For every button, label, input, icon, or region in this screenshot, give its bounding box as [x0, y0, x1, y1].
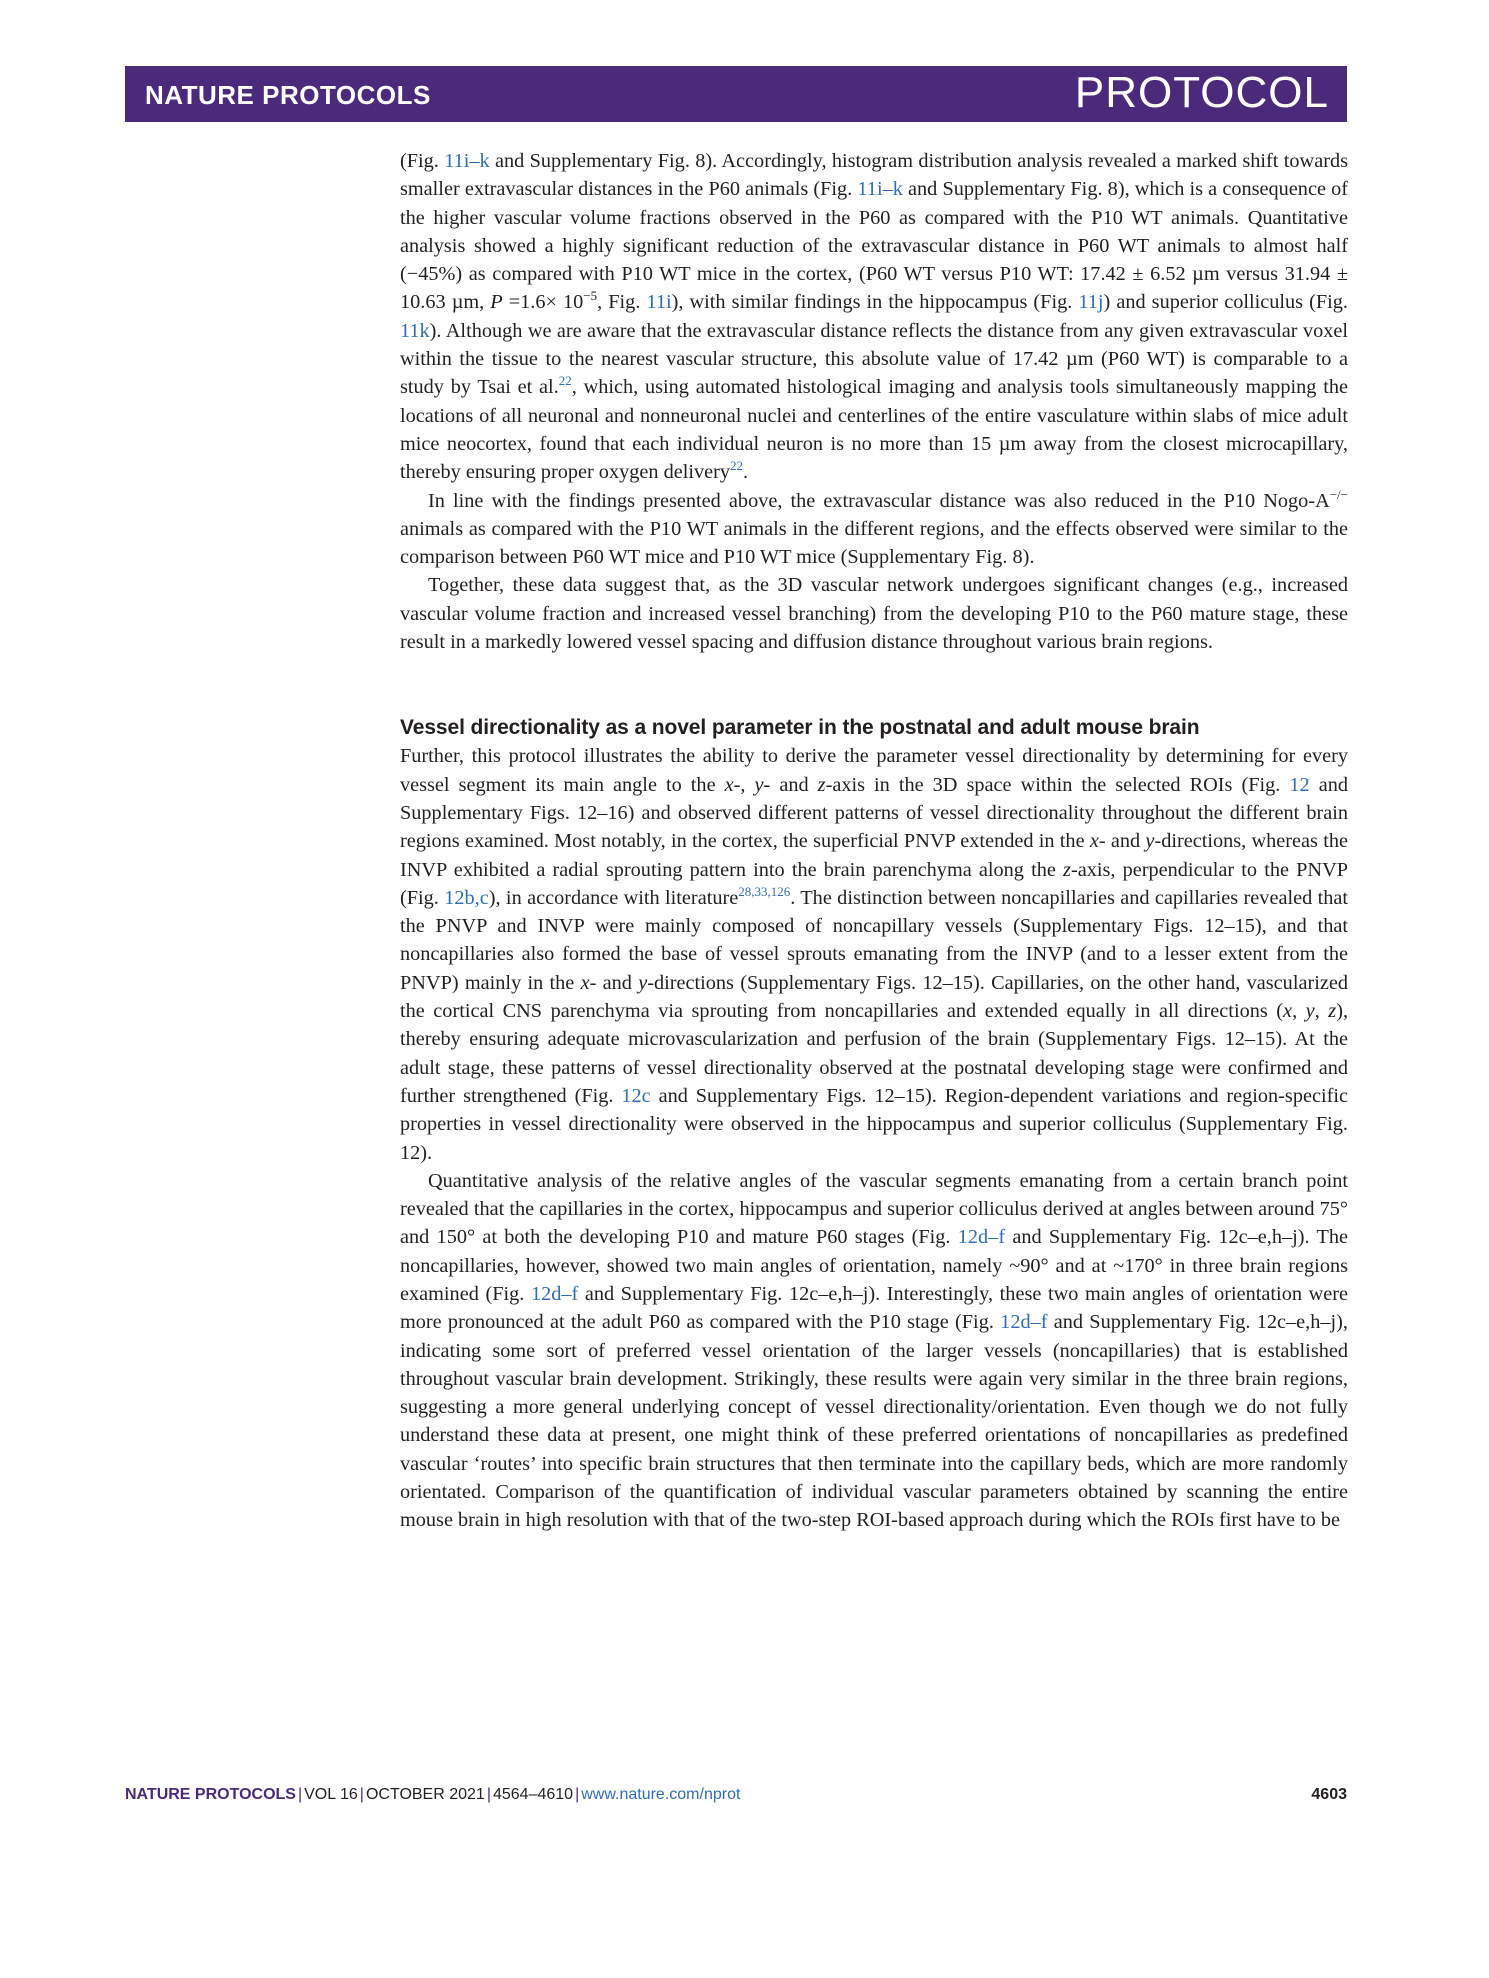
italic-text: x	[580, 971, 590, 994]
section-heading: Vessel directionality as a novel parameter in the postnatal and adult mouse brain	[400, 716, 1200, 740]
text-run: Together, these data suggest that, as the 3D vascular network undergoes significant changes (e.g., increased vascular volume fraction and increased vessel branching) from the developing P10 to the P60 mature stage, these result in a markedly lowered vessel spacing and diffusion distance throughout various brain regions.	[400, 574, 1348, 654]
italic-text: x	[1089, 830, 1099, 853]
text-run: and Supplementary Fig. 12c–e,h–j). The noncapillaries, however, showed two main angles of orientation, namely ~90° and at ~170° in three brain regions examined (Fig.	[400, 1226, 1348, 1305]
figure-ref-link[interactable]: 11i	[646, 291, 672, 314]
text-run: - and	[589, 971, 639, 994]
header-bar	[125, 66, 1347, 122]
italic-text: P	[490, 291, 503, 314]
text-run: (Fig.	[400, 150, 445, 172]
text-run: and Supplementary Fig. 8), which is a consequence of the higher vascular volume fractions observed in the P60 as compared with the P10 WT animals. Quantitative analysis showed a highly significant reduction of the extravascular distance in P60 WT animals to almost half (−45%) as compared with P10 WT mice in the cortex, (P60 WT versus P10 WT: 17.42 ± 6.52 µm versus 31.94 ± 10.63 µm,	[400, 178, 1348, 314]
footer-citation	[125, 1786, 740, 1804]
figure-ref-link[interactable]: 12	[1289, 773, 1310, 796]
text-run: ,	[1314, 1000, 1329, 1023]
footer-separator: |	[575, 1786, 580, 1803]
figure-ref-link[interactable]: 12b,c	[444, 886, 489, 909]
article-type: PROTOCOL	[1074, 68, 1329, 117]
page-number: 4603	[1311, 1786, 1347, 1803]
text-run: .	[743, 461, 749, 484]
figure-ref-link[interactable]: 11i–k	[857, 178, 903, 201]
italic-text: x	[1283, 1000, 1293, 1023]
superscript: −5	[583, 288, 598, 304]
superscript: −/−	[1329, 486, 1348, 502]
text-run: and Supplementary Figs. 12–15). Region-dependent variations and region-specific properties in vessel directionality were observed in the hippocampus and superior colliculus (Supplementary Fig. 12).	[400, 1084, 1348, 1164]
citation-link[interactable]: 28,33,126	[738, 883, 791, 899]
figure-ref-link[interactable]: 12d–f	[957, 1226, 1006, 1249]
text-run: ) and superior colliculus (Fig.	[1103, 291, 1348, 314]
text-run: -axis in the 3D space within the selected ROIs (Fig.	[825, 773, 1290, 796]
text-run: , which, using automated histological imaging and analysis tools simultaneously mapping the locations of all neuronal and nonneuronal nuclei and centerlines of the entire vasculature within slabs of mice adult mice neocortex, found that each individual neuron is no more than 15 µm away from the closest microcapillary, thereby ensuring proper oxygen delivery	[400, 376, 1348, 484]
text-run: - and	[1098, 830, 1146, 853]
italic-text: y	[754, 773, 764, 796]
text-run: ). Although we are aware that the extravascular distance reflects the distance from any given extravascular voxel within the tissue to the nearest vascular structure, this absolute value of 17.42 µm (P60 WT) is comparable to a study by Tsai et al.	[400, 319, 1348, 399]
italic-text: x	[724, 773, 734, 796]
text-run: and Supplementary Figs. 12–16) and observed different patterns of vessel directionality throughout the different brain regions examined. Most notably, in the cortex, the superficial PNVP extended in the	[400, 773, 1348, 853]
italic-text: y	[1145, 830, 1155, 853]
figure-ref-link[interactable]: 11i–k	[444, 150, 490, 172]
footer-pages: 4564–4610	[492, 1786, 574, 1803]
text-run: ), with similar findings in the hippocampus (Fig.	[671, 291, 1079, 314]
footer-separator: |	[359, 1786, 364, 1803]
text-run: =1.6× 10	[502, 291, 584, 314]
page-footer	[125, 1786, 1347, 1812]
italic-text: z	[1328, 1000, 1337, 1023]
paragraph	[400, 571, 1348, 656]
journal-name: NATURE PROTOCOLS	[145, 80, 431, 110]
figure-ref-link[interactable]: 12d–f	[1000, 1311, 1048, 1334]
italic-text: z	[1063, 858, 1071, 881]
text-run: -,	[733, 773, 755, 796]
figure-ref-link[interactable]: 12d–f	[530, 1282, 579, 1305]
italic-text: z	[817, 773, 826, 796]
text-run: . The distinction between noncapillaries and capillaries revealed that the PNVP and INVP were mainly composed of noncapillary vessels (Supplementary Figs. 12–15), and that noncapillaries also formed the base of vessel sprouts emanating from the INVP (and to a lesser extent from the PNVP) mainly in the	[400, 886, 1348, 994]
text-run: -directions (Supplementary Figs. 12–15). Capillaries, on the other hand, vascularized the cortical CNS parenchyma via sprouting from noncapillaries and extended equally in all directions (	[400, 971, 1348, 1023]
text-run: ,	[1292, 1000, 1306, 1023]
footer-separator: |	[297, 1786, 303, 1803]
paragraph	[400, 147, 1348, 487]
text-run: ), in accordance with literature	[488, 886, 739, 909]
text-run: In line with the findings presented above, the extravascular distance was also reduced in the P10 Nogo-A	[428, 489, 1330, 512]
text-run: and Supplementary Fig. 8). Accordingly, histogram distribution analysis revealed a marked shift towards smaller extravascular distances in the P60 animals (Fig.	[400, 150, 1348, 201]
text-run: -axis, perpendicular to the PNVP (Fig.	[400, 858, 1348, 909]
figure-ref-link[interactable]: 12c	[621, 1084, 651, 1107]
italic-text: y	[638, 971, 648, 994]
text-run: -directions, whereas the INVP exhibited a radial sprouting pattern into the brain parenchyma along the	[400, 830, 1348, 881]
footer-url-link[interactable]: www.nature.com/nprot	[581, 1786, 741, 1803]
citation-link[interactable]: 22	[730, 458, 744, 474]
text-run: , Fig.	[597, 291, 647, 314]
footer-volume: VOL 16	[304, 1786, 358, 1803]
figure-ref-link[interactable]: 11j	[1078, 291, 1104, 314]
text-run: ), thereby ensuring adequate microvascularization and perfusion of the brain (Supplementary Figs. 12–15). At the adult stage, these patterns of vessel directionality observed at the postnatal developing stage were confirmed and further strengthened (Fig.	[400, 1000, 1349, 1107]
text-run: Further, this protocol illustrates the ability to derive the parameter vessel directionality by determining for every vessel segment its main angle to the	[400, 745, 1348, 796]
paragraph	[400, 1167, 1348, 1535]
footer-journal: NATURE PROTOCOLS	[125, 1786, 296, 1803]
citation-link[interactable]: 22	[558, 373, 572, 389]
article-body	[400, 147, 1348, 1535]
figure-ref-link[interactable]: 11k	[400, 319, 430, 342]
text-run: animals as compared with the P10 WT animals in the different regions, and the effects observed were similar to the comparison between P60 WT mice and P10 WT mice (Supplementary Fig. 8).	[400, 517, 1348, 569]
footer-date: OCTOBER 2021	[365, 1786, 485, 1803]
text-run: Quantitative analysis of the relative angles of the vascular segments emanating from a certain branch point revealed that the capillaries in the cortex, hippocampus and superior colliculus derived at angles between around 75° and 150° at both the developing P10 and mature P60 stages (Fig.	[400, 1169, 1348, 1249]
paragraph	[400, 487, 1348, 572]
text-run: - and	[763, 773, 818, 796]
text-run: and Supplementary Fig. 12c–e,h–j). Interestingly, these two main angles of orientation were more pronounced at the adult P60 as compared with the P10 stage (Fig.	[400, 1282, 1348, 1334]
footer-separator: |	[486, 1786, 491, 1803]
text-run: and Supplementary Fig. 12c–e,h–j), indicating some sort of preferred vessel orientation of the larger vessels (noncapillaries) that is established throughout vascular brain development. Strikingly, these results were again very similar in the three brain regions, suggesting a more general underlying concept of vessel directionality/orientation. Even though we do not fully understand these data at present, one might think of these preferred orientations of noncapillaries as predefined vascular ‘routes’ into specific brain structures that then terminate into the capillary beds, which are more randomly orientated. Comparison of the quantification of individual vascular parameters obtained by scanning the entire mouse brain in high resolution with that of the two-step ROI-based approach during which the ROIs first have to be	[400, 1311, 1348, 1532]
italic-text: y	[1305, 1000, 1315, 1023]
paragraph	[400, 742, 1348, 1166]
